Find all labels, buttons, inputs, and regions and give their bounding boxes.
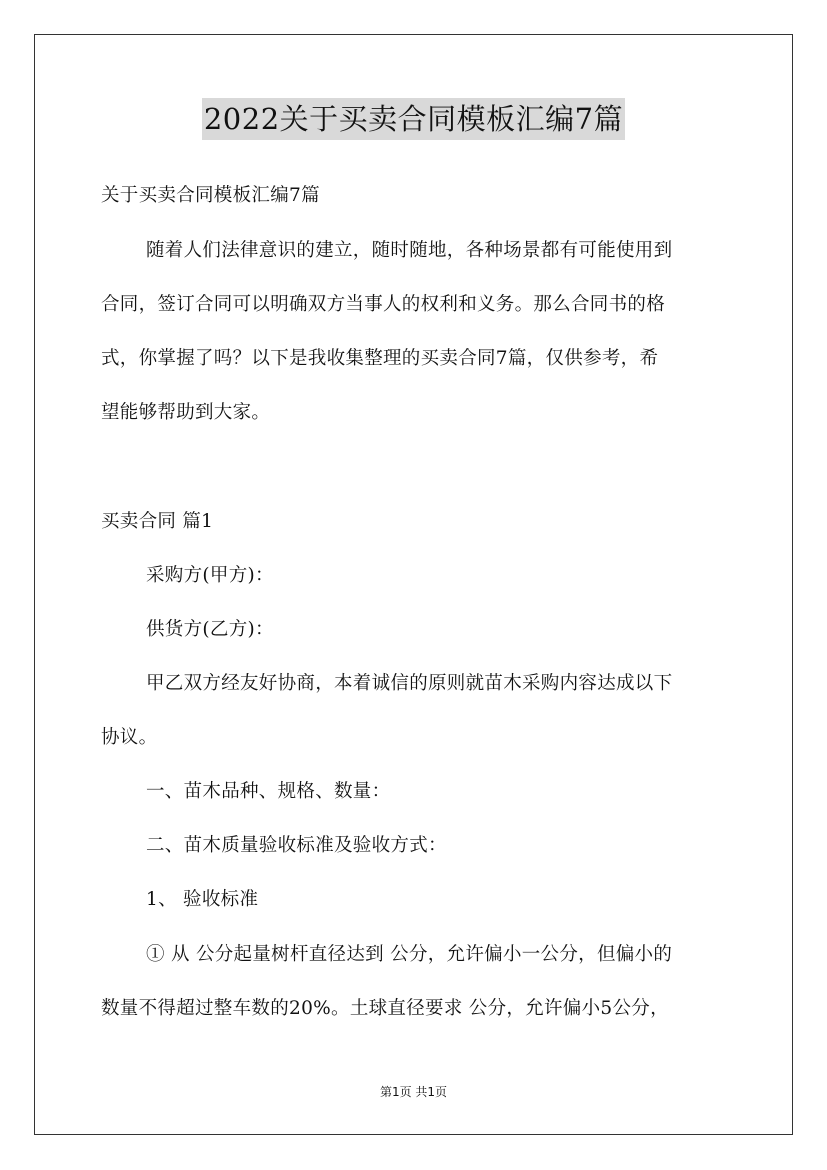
- intro-line-3: 式，你掌握了吗？以下是我收集整理的买卖合同7篇，仅供参考，希: [101, 348, 659, 369]
- clause-line-2: 数量不得超过整车数的20%。土球直径要求 公分，允许偏小5公分，: [101, 998, 669, 1019]
- sub-item-one: 1、 验收标准: [146, 889, 259, 910]
- agreement-line-1: 甲乙双方经友好协商，本着诚信的原则就苗木采购内容达成以下: [146, 673, 673, 694]
- page-footer: 第1页 共1页: [379, 1085, 448, 1099]
- item-one: 一、苗木品种、规格、数量：: [146, 781, 391, 802]
- intro-line-2: 合同，签订合同可以明确双方当事人的权利和义务。那么合同书的格: [101, 294, 666, 315]
- intro-line-4: 望能够帮助到大家。: [101, 402, 271, 423]
- supplier-line: 供货方(乙方)：: [146, 619, 274, 640]
- agreement-line-2: 协议。: [101, 727, 158, 748]
- buyer-line: 采购方(甲方)：: [146, 565, 274, 586]
- intro-line-1: 随着人们法律意识的建立，随时随地，各种场景都有可能使用到: [146, 240, 673, 261]
- section-heading: 买卖合同 篇1: [101, 511, 214, 532]
- clause-line-1: ① 从 公分起量树杆直径达到 公分，允许偏小一公分，但偏小的: [146, 944, 673, 965]
- title-container: [0, 98, 827, 140]
- document-subtitle: 关于买卖合同模板汇编7篇: [101, 185, 320, 206]
- document-title: 2022关于买卖合同模板汇编7篇: [202, 98, 625, 140]
- item-two: 二、苗木质量验收标准及验收方式：: [146, 835, 447, 856]
